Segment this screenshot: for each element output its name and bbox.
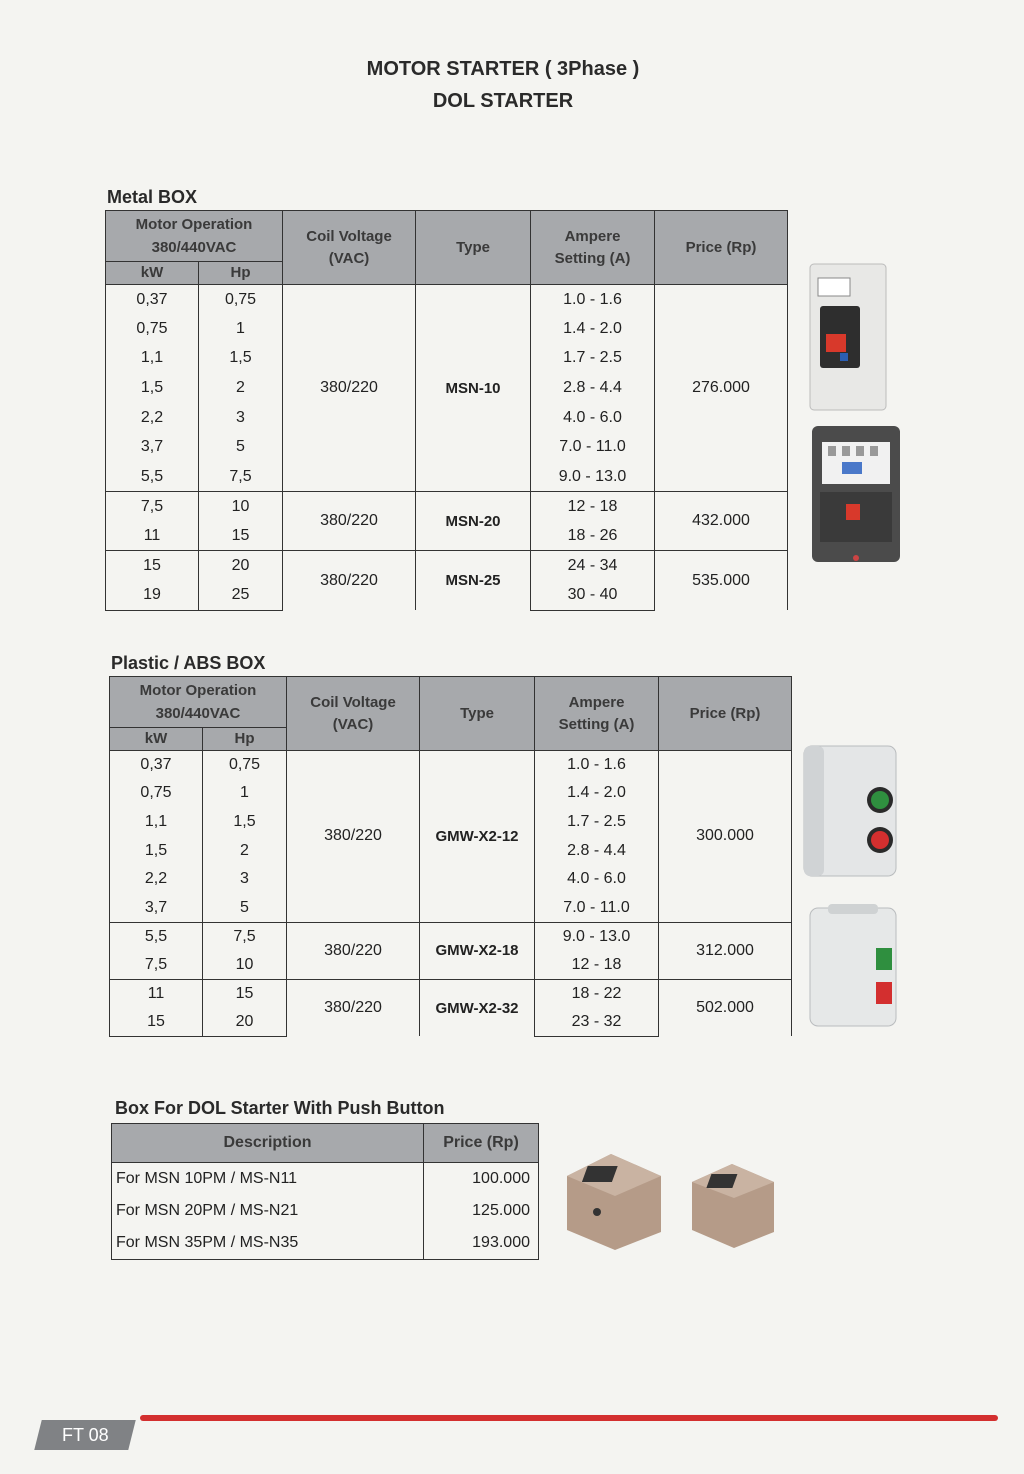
kw-cell: 5,5 <box>106 462 199 492</box>
hp-cell: 1,5 <box>203 808 287 837</box>
hp-cell: 2 <box>199 373 283 403</box>
ampere-cell: 7.0 - 11.0 <box>531 432 655 462</box>
coil-voltage-cell: 380/220 <box>283 285 416 492</box>
metal-starter-closed-image <box>808 262 888 412</box>
plastic-starter-image-1 <box>802 740 898 878</box>
hp-cell: 0,75 <box>199 285 283 315</box>
hp-cell: 0,75 <box>203 751 287 780</box>
price-cell: 535.000 <box>655 551 788 610</box>
coil-voltage-cell: 380/220 <box>287 922 420 979</box>
type-cell: GMW-X2-18 <box>420 922 535 979</box>
description-cell: For MSN 20PM / MS-N21 <box>112 1195 424 1227</box>
kw-cell: 1,1 <box>110 808 203 837</box>
table-row <box>110 751 792 780</box>
header-coil-voltage: Coil Voltage (VAC) <box>283 211 416 285</box>
price-cell: 502.000 <box>659 979 792 1036</box>
type-cell: GMW-X2-12 <box>420 751 535 923</box>
price-cell: 100.000 <box>424 1163 539 1196</box>
table-row <box>106 492 788 522</box>
kw-cell: 0,37 <box>110 751 203 780</box>
table-row <box>112 1227 539 1260</box>
header-price: Price (Rp) <box>655 211 788 285</box>
coil-voltage-cell: 380/220 <box>283 551 416 610</box>
plastic-box-title: Plastic / ABS BOX <box>111 653 266 673</box>
ampere-cell: 4.0 - 6.0 <box>535 865 659 894</box>
kw-cell: 0,75 <box>110 779 203 808</box>
header-kw: kW <box>110 728 203 751</box>
hp-cell: 1 <box>203 779 287 808</box>
metal-box-table <box>105 210 788 611</box>
push-button-box-image-1 <box>563 1146 665 1252</box>
header-ampere-setting: Ampere Setting (A) <box>531 211 655 285</box>
kw-cell: 5,5 <box>110 922 203 951</box>
ampere-cell: 1.0 - 1.6 <box>535 751 659 780</box>
ampere-cell: 1.7 - 2.5 <box>535 808 659 837</box>
price-cell: 276.000 <box>655 285 788 492</box>
header-coil-voltage: Coil Voltage (VAC) <box>287 677 420 751</box>
page-number-tag <box>34 1420 135 1450</box>
kw-cell: 2,2 <box>106 403 199 433</box>
push-button-box-table <box>111 1123 539 1260</box>
plastic-box-table <box>109 676 792 1037</box>
kw-cell: 19 <box>106 580 199 610</box>
hp-cell: 15 <box>199 521 283 551</box>
hp-cell: 10 <box>199 492 283 522</box>
hp-cell: 1,5 <box>199 344 283 374</box>
coil-voltage-cell: 380/220 <box>287 751 420 923</box>
header-type: Type <box>420 677 535 751</box>
price-cell: 300.000 <box>659 751 792 923</box>
header-hp: Hp <box>203 728 287 751</box>
table-row <box>106 285 788 315</box>
table-row <box>110 922 792 951</box>
header-ampere-setting: Ampere Setting (A) <box>535 677 659 751</box>
ampere-cell: 4.0 - 6.0 <box>531 403 655 433</box>
ampere-cell: 2.8 - 4.4 <box>531 373 655 403</box>
push-button-box-title: Box For DOL Starter With Push Button <box>115 1098 445 1118</box>
type-cell: MSN-20 <box>416 492 531 551</box>
ampere-cell: 1.0 - 1.6 <box>531 285 655 315</box>
type-cell: GMW-X2-32 <box>420 979 535 1036</box>
kw-cell: 1,5 <box>110 836 203 865</box>
header-hp: Hp <box>199 262 283 285</box>
coil-voltage-cell: 380/220 <box>287 979 420 1036</box>
header-price: Price (Rp) <box>659 677 792 751</box>
type-cell: MSN-10 <box>416 285 531 492</box>
hp-cell: 7,5 <box>199 462 283 492</box>
table-row <box>110 979 792 1008</box>
ampere-cell: 1.4 - 2.0 <box>535 779 659 808</box>
push-button-box-image-2 <box>688 1156 778 1250</box>
kw-cell: 7,5 <box>110 951 203 980</box>
ampere-cell: 18 - 26 <box>531 521 655 551</box>
page-title-line1: MOTOR STARTER ( 3Phase ) <box>366 58 640 80</box>
description-cell: For MSN 35PM / MS-N35 <box>112 1227 424 1260</box>
hp-cell: 3 <box>199 403 283 433</box>
ampere-cell: 12 - 18 <box>535 951 659 980</box>
ampere-cell: 9.0 - 13.0 <box>535 922 659 951</box>
kw-cell: 0,37 <box>106 285 199 315</box>
table-row <box>112 1195 539 1227</box>
kw-cell: 15 <box>106 551 199 581</box>
price-cell: 312.000 <box>659 922 792 979</box>
price-cell: 432.000 <box>655 492 788 551</box>
page-number: FT 08 <box>61 1425 109 1445</box>
description-cell: For MSN 10PM / MS-N11 <box>112 1163 424 1196</box>
header-kw: kW <box>106 262 199 285</box>
ampere-cell: 1.7 - 2.5 <box>531 344 655 374</box>
page-title-line2: DOL STARTER <box>432 90 574 112</box>
kw-cell: 1,5 <box>106 373 199 403</box>
hp-cell: 5 <box>199 432 283 462</box>
hp-cell: 15 <box>203 979 287 1008</box>
ampere-cell: 18 - 22 <box>535 979 659 1008</box>
hp-cell: 2 <box>203 836 287 865</box>
kw-cell: 3,7 <box>110 893 203 922</box>
header-motor-operation: Motor Operation 380/440VAC <box>106 211 283 262</box>
header-price: Price (Rp) <box>424 1124 539 1163</box>
table-row <box>112 1163 539 1196</box>
kw-cell: 3,7 <box>106 432 199 462</box>
ampere-cell: 30 - 40 <box>531 580 655 610</box>
metal-box-title: Metal BOX <box>107 187 198 207</box>
ampere-cell: 9.0 - 13.0 <box>531 462 655 492</box>
kw-cell: 11 <box>110 979 203 1008</box>
hp-cell: 1 <box>199 314 283 344</box>
type-cell: MSN-25 <box>416 551 531 610</box>
ampere-cell: 1.4 - 2.0 <box>531 314 655 344</box>
kw-cell: 2,2 <box>110 865 203 894</box>
kw-cell: 0,75 <box>106 314 199 344</box>
plastic-starter-image-2 <box>808 902 898 1028</box>
header-description: Description <box>112 1124 424 1163</box>
kw-cell: 7,5 <box>106 492 199 522</box>
metal-starter-open-image <box>810 424 902 564</box>
ampere-cell: 23 - 32 <box>535 1008 659 1037</box>
header-motor-operation: Motor Operation 380/440VAC <box>110 677 287 728</box>
kw-cell: 11 <box>106 521 199 551</box>
price-cell: 193.000 <box>424 1227 539 1260</box>
ampere-cell: 24 - 34 <box>531 551 655 581</box>
table-row <box>106 551 788 581</box>
price-cell: 125.000 <box>424 1195 539 1227</box>
ampere-cell: 12 - 18 <box>531 492 655 522</box>
footer-accent-line <box>140 1415 998 1421</box>
ampere-cell: 2.8 - 4.4 <box>535 836 659 865</box>
coil-voltage-cell: 380/220 <box>283 492 416 551</box>
kw-cell: 15 <box>110 1008 203 1037</box>
hp-cell: 10 <box>203 951 287 980</box>
hp-cell: 5 <box>203 893 287 922</box>
header-type: Type <box>416 211 531 285</box>
ampere-cell: 7.0 - 11.0 <box>535 893 659 922</box>
hp-cell: 25 <box>199 580 283 610</box>
hp-cell: 3 <box>203 865 287 894</box>
hp-cell: 20 <box>199 551 283 581</box>
hp-cell: 7,5 <box>203 922 287 951</box>
hp-cell: 20 <box>203 1008 287 1037</box>
kw-cell: 1,1 <box>106 344 199 374</box>
